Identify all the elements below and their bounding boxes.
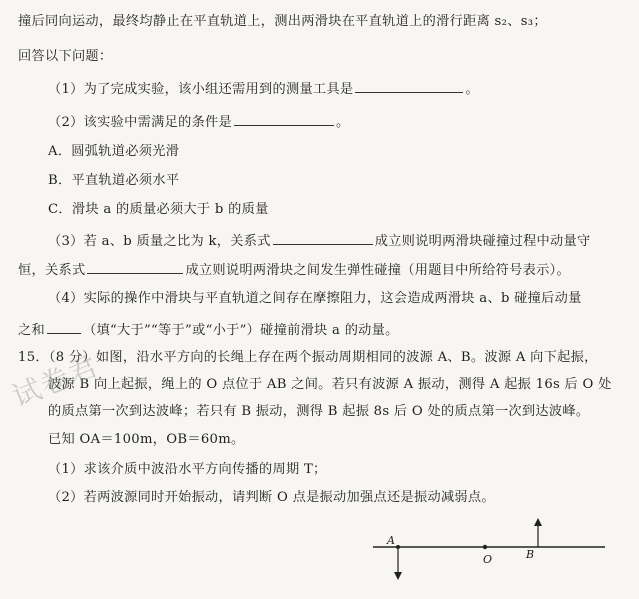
text-line-1: 撞后同向运动，最终均静止在平直轨道上，测出两滑块在平直轨道上的滑行距离 s₂、s₃；: [18, 14, 547, 29]
question-3: [48, 231, 591, 251]
option-b: B．平直轨道必须水平: [48, 173, 180, 188]
question-2: [48, 112, 350, 132]
question-3-cont: [18, 260, 570, 280]
problem-15-question-2: （2）若两波源同时开始振动，请判断 O 点是振动加强点还是振动减弱点。: [48, 490, 495, 505]
answer-blank-2: [234, 112, 334, 126]
problem-15-question-1: （1）求该介质中波沿水平方向传播的周期 T；: [48, 462, 327, 477]
question-3-text-b: 成立则说明两滑块碰撞过程中动量守: [374, 234, 591, 249]
question-1: [48, 79, 479, 99]
question-2-text: （2）该实验中需满足的条件是: [48, 115, 233, 130]
point-o-dot: [483, 545, 487, 549]
option-a: A．圆弧轨道必须光滑: [48, 144, 180, 159]
label-o: O: [483, 553, 493, 566]
label-b: B: [526, 548, 535, 561]
problem-15-line-1: 15．（8 分）如图，沿水平方向的长绳上存在两个振动周期相同的波源 A、B。波源 A 向下起振，: [18, 350, 598, 365]
problem-15-line-3: 的质点第一次到达波峰；若只有 B 振动，测得 B 起振 8s 后 O 处的质点第一次到达波峰。: [48, 404, 590, 419]
text-line-2: 回答以下问题：: [18, 49, 113, 64]
label-a: A: [387, 534, 395, 547]
answer-blank-3: [273, 231, 373, 245]
option-c: C．滑块 a 的质量必须大于 b 的质量: [48, 202, 269, 217]
question-1-end: 。: [465, 82, 479, 97]
question-4: （4）实际的操作中滑块与平直轨道之间存在摩擦阻力，这会造成两滑块 a、b 碰撞后动量: [48, 291, 582, 306]
question-2-end: 。: [336, 115, 350, 130]
question-3-text-d: 成立则说明两滑块之间发生弹性碰撞（用题目中所给符号表示）。: [185, 263, 570, 278]
answer-blank-4: [87, 260, 183, 274]
question-4-text-c: （填“大于”“等于”或“小于”）碰撞前滑块 a 的动量。: [82, 323, 399, 338]
source-a-arrow-head: [394, 572, 402, 580]
question-3-text-a: （3）若 a、b 质量之比为 k，关系式: [48, 234, 271, 249]
wave-diagram: [365, 510, 615, 590]
answer-blank-1: [355, 79, 463, 93]
question-1-text: （1）为了完成实验，该小组还需用到的测量工具是: [48, 82, 354, 97]
question-4-cont: [18, 320, 399, 340]
problem-15-line-4: 已知 OA＝100m，OB＝60m。: [48, 432, 245, 447]
watermark: 试卷君: [7, 348, 104, 414]
question-3-text-c: 恒，关系式: [18, 263, 86, 278]
question-4-text-b: 之和: [18, 323, 45, 338]
answer-blank-5: [47, 320, 81, 334]
problem-15-line-2: 波源 B 向上起振，绳上的 O 点位于 AB 之间。若只有波源 A 振动，测得 A 起振 16s 后 O 处: [48, 377, 612, 392]
source-b-arrow-head: [534, 518, 542, 526]
source-a-dot: [396, 545, 400, 549]
